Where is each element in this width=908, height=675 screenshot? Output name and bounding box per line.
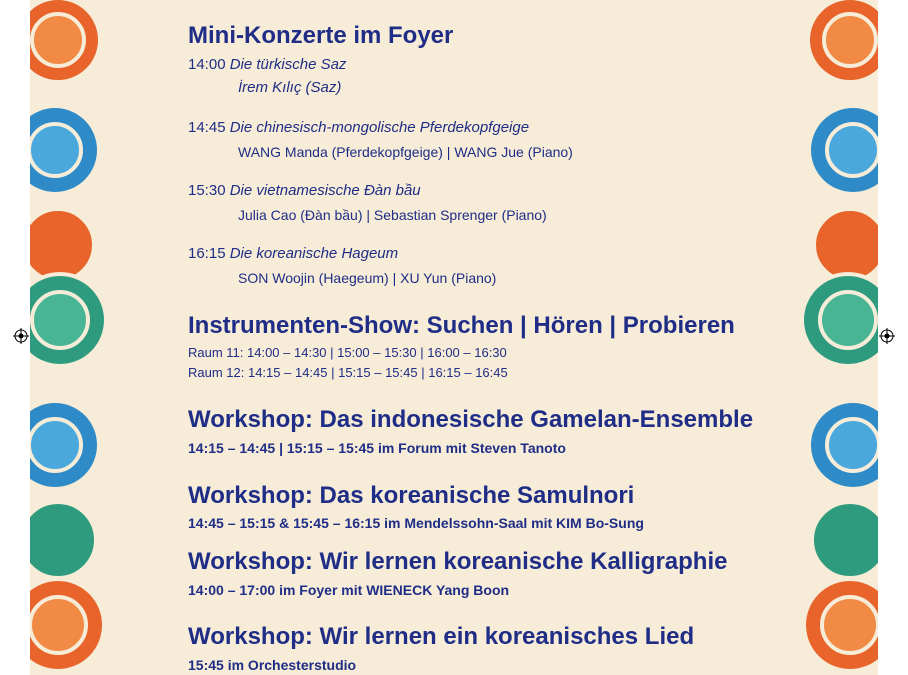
concert-title: Die türkische Saz <box>229 56 347 73</box>
workshop-detail: 14:15 – 14:45 | 15:15 – 15:45 im Forum mit Steven Tanoto <box>188 440 566 456</box>
concert-entry <box>188 182 421 199</box>
section-title-instrumenten-show: Instrumenten-Show: Suchen | Hören | Probieren <box>188 312 735 339</box>
workshop-detail: 15:45 im Orchesterstudio <box>188 657 357 673</box>
workshop-detail: 14:45 – 15:15 & 15:45 – 16:15 im Mendelssohn-Saal mit KIM Bo-Sung <box>188 515 644 531</box>
concert-entry <box>188 56 346 73</box>
crosshair-icon <box>879 328 895 344</box>
concert-performers: WANG Manda (Pferdekopfgeige) | WANG Jue (Piano) <box>238 144 573 160</box>
section-title-mini-konzerte: Mini-Konzerte im Foyer <box>188 22 454 49</box>
show-schedule-line: Raum 11: 14:00 – 14:30 | 15:00 – 15:30 | 16:00 – 16:30 <box>188 345 507 360</box>
concert-entry <box>188 119 529 136</box>
cloud-pattern-icon <box>788 0 878 675</box>
concert-title: Die vietnamesische Đàn bầu <box>229 182 421 199</box>
concert-time: 16:15 <box>188 245 226 262</box>
concert-entry <box>188 245 398 262</box>
concert-time: 15:30 <box>188 182 226 199</box>
concert-performers: İrem Kılıç (Saz) <box>238 79 342 96</box>
concert-time: 14:00 <box>188 56 226 73</box>
workshop-title: Workshop: Wir lernen koreanische Kalligraphie <box>188 548 728 575</box>
workshop-title: Workshop: Das koreanische Samulnori <box>188 482 635 509</box>
concert-time: 14:45 <box>188 119 226 136</box>
concert-performers: SON Woojin (Haegeum) | XU Yun (Piano) <box>238 270 497 286</box>
concert-performers: Julia Cao (Đàn bầu) | Sebastian Sprenger (Piano) <box>238 207 547 223</box>
concert-title: Die chinesisch-mongolische Pferdekopfgeige <box>229 119 530 136</box>
show-schedule-line: Raum 12: 14:15 – 14:45 | 15:15 – 15:45 | 16:15 – 16:45 <box>188 365 508 380</box>
cloud-pattern-icon <box>30 0 120 675</box>
workshop-detail: 14:00 – 17:00 im Foyer mit WIENECK Yang Boon <box>188 582 510 598</box>
concert-title: Die koreanische Hageum <box>229 245 399 262</box>
workshop-title: Workshop: Das indonesische Gamelan-Ensemble <box>188 406 754 433</box>
crosshair-icon <box>13 328 29 344</box>
workshop-title: Workshop: Wir lernen ein koreanisches Lied <box>188 623 695 650</box>
program-page <box>30 0 878 675</box>
